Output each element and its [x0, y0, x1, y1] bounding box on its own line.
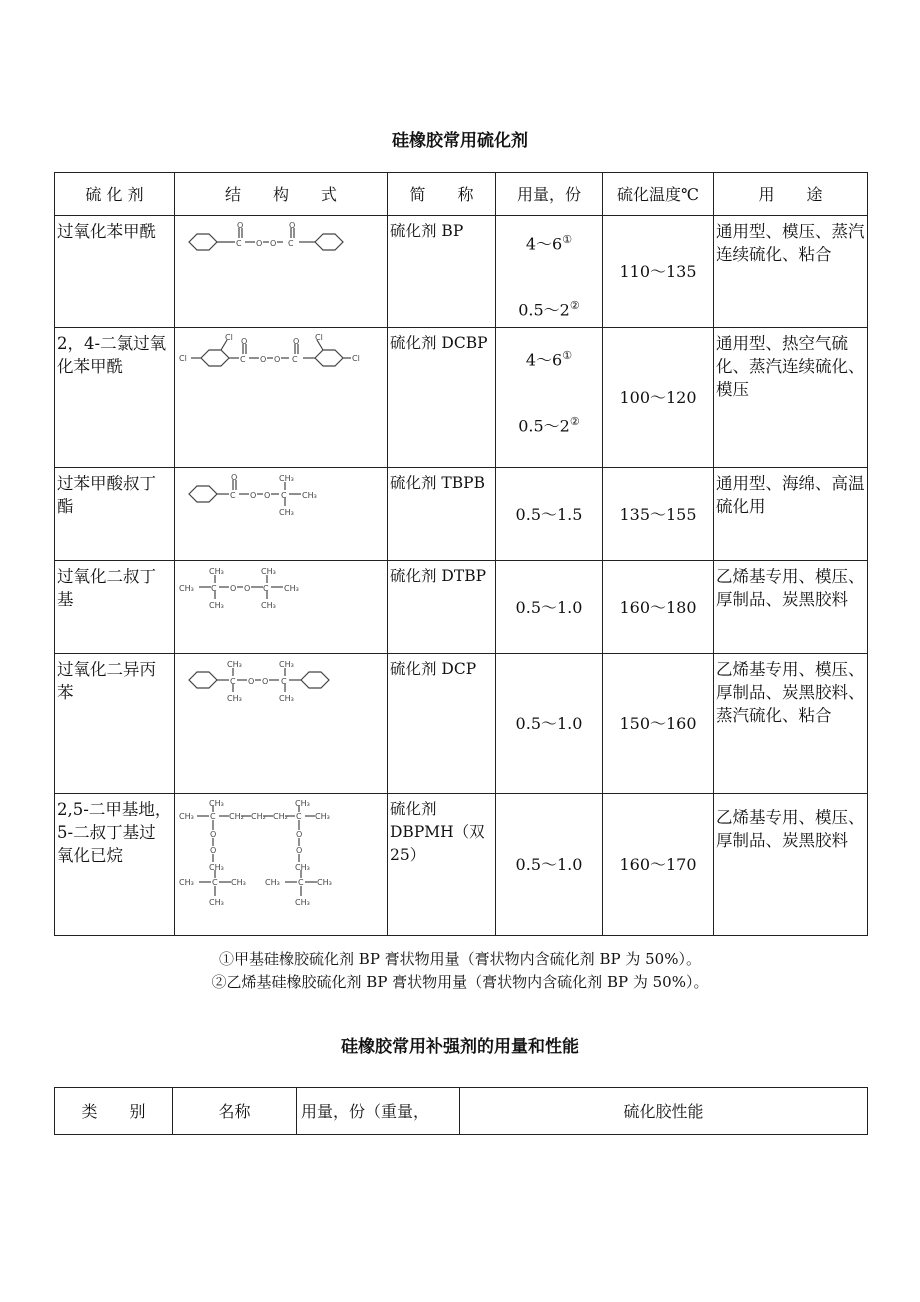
ch3-label: CH₃ — [209, 898, 224, 907]
svg-text:O: O — [262, 677, 269, 686]
dosage-cell: 0.5～1.0 — [496, 654, 603, 794]
svg-text:O: O — [293, 337, 300, 346]
cl-label: Cl — [352, 354, 360, 363]
agent-name: 2,5-二甲基地，5-二叔丁基过氧化已烷 — [55, 794, 175, 936]
header-structure: 结 构 式 — [175, 173, 388, 216]
dosage-cell — [496, 216, 603, 328]
footnote-2: ②乙烯基硅橡胶硫化剂 BP 膏状物用量（膏状物内含硫化剂 BP 为 50%）。 — [211, 973, 709, 991]
table-row — [55, 468, 868, 561]
agent-abbreviation: 硫化剂 DCBP — [388, 328, 496, 468]
cl-label: Cl — [315, 333, 323, 342]
ch3-label: CH₃ — [179, 812, 194, 821]
agent-abbreviation: 硫化剂 DTBP — [388, 561, 496, 654]
ch3-label: CH₃ — [179, 584, 194, 593]
usage-cell: 乙烯基专用、模压、厚制品、炭黑胶料 — [714, 794, 868, 936]
header-dosage: 用量，份 — [496, 173, 603, 216]
agent-name: 过氧化二异丙苯 — [55, 654, 175, 794]
ch3-label: CH₃ — [261, 601, 276, 610]
ch3-label: CH₃ — [295, 898, 310, 907]
agent-name: 过氧化二叔丁基 — [55, 561, 175, 654]
ch3-label: CH₃ — [284, 584, 299, 593]
structure-dcp — [175, 654, 388, 794]
header-category: 类 别 — [55, 1088, 173, 1135]
temperature-cell: 100～120 — [603, 328, 714, 468]
agent-abbreviation: 硫化剂 DCP — [388, 654, 496, 794]
svg-text:C: C — [230, 677, 236, 686]
ch2-label: CH₂ — [229, 812, 244, 821]
svg-text:O: O — [231, 473, 238, 482]
usage-cell: 通用型、模压、蒸汽连续硫化、粘合 — [714, 216, 868, 328]
ch3-label: CH₃ — [179, 878, 194, 887]
table-row — [55, 561, 868, 654]
footnotes — [0, 948, 920, 994]
dichlorobenzoyl-peroxide-structure-icon — [179, 332, 384, 374]
svg-text:C: C — [296, 812, 302, 821]
svg-text:O: O — [270, 239, 277, 248]
ch3-label: CH₃ — [261, 567, 276, 576]
dosage-value-2: 0.5～2 — [518, 299, 570, 319]
svg-text:C: C — [210, 812, 216, 821]
header-temperature: 硫化温度℃ — [603, 173, 714, 216]
temperature-cell: 150～160 — [603, 654, 714, 794]
svg-text:O: O — [296, 830, 303, 839]
usage-cell: 乙烯基专用、模压、厚制品、炭黑胶料 — [714, 561, 868, 654]
svg-text:C: C — [211, 584, 217, 593]
ch3-label: CH₃ — [265, 878, 280, 887]
table-row — [55, 654, 868, 794]
dosage-cell: 0.5～1.0 — [496, 794, 603, 936]
structure-dbpmh — [175, 794, 388, 936]
svg-text:O: O — [237, 221, 244, 230]
table-row — [55, 794, 868, 936]
usage-cell: 通用型、热空气硫化、蒸汽连续硫化、模压 — [714, 328, 868, 468]
ch3-label: CH₃ — [209, 799, 224, 808]
dosage-value-1: 4～6 — [525, 350, 563, 370]
svg-text:O: O — [264, 491, 271, 500]
structure-bp — [175, 216, 388, 328]
dosage-cell — [496, 328, 603, 468]
svg-text:O: O — [210, 830, 217, 839]
svg-text:O: O — [250, 491, 257, 500]
header-usage: 用 途 — [714, 173, 868, 216]
ch3-label: CH₃ — [279, 474, 294, 483]
svg-text:O: O — [260, 355, 267, 364]
svg-text:O: O — [256, 239, 263, 248]
ch3-label: CH₃ — [315, 812, 330, 821]
temperature-cell: 135～155 — [603, 468, 714, 561]
ch3-label: CH₃ — [227, 660, 242, 669]
ch3-label: CH₃ — [302, 491, 317, 500]
temperature-cell: 110～135 — [603, 216, 714, 328]
svg-text:O: O — [244, 584, 251, 593]
cl-label: Cl — [225, 333, 233, 342]
svg-text:O: O — [210, 846, 217, 855]
svg-text:O: O — [296, 846, 303, 855]
svg-text:O: O — [230, 584, 237, 593]
ch3-label: CH₃ — [317, 878, 332, 887]
svg-text:C: C — [230, 491, 236, 500]
agent-abbreviation: 硫化剂 TBPB — [388, 468, 496, 561]
table-row — [55, 216, 868, 328]
footnote-mark-2: ② — [569, 298, 580, 312]
agent-name: 2，4-二氯过氧化苯甲酰 — [55, 328, 175, 468]
curing-agents-table — [54, 172, 868, 936]
dosage-cell: 0.5～1.5 — [496, 468, 603, 561]
dosage-value-1: 4～6 — [525, 234, 563, 254]
header-abbreviation: 简 称 — [388, 173, 496, 216]
ch3-label: CH₃ — [279, 660, 294, 669]
footnote-mark-1: ① — [562, 349, 573, 363]
tert-butyl-perbenzoate-structure-icon — [179, 472, 384, 518]
cl-label: Cl — [179, 354, 187, 363]
svg-text:O: O — [248, 677, 255, 686]
usage-cell: 乙烯基专用、模压、厚制品、炭黑胶料、蒸汽硫化、粘合 — [714, 654, 868, 794]
ch2-label: CH₂ — [251, 812, 266, 821]
svg-text:C: C — [281, 491, 287, 500]
agent-abbreviation: 硫化剂 DBPMH（双 25） — [388, 794, 496, 936]
dosage-cell: 0.5～1.0 — [496, 561, 603, 654]
table-header-row — [55, 1088, 868, 1135]
svg-text:O: O — [289, 221, 296, 230]
header-dosage: 用量，份（重量， — [297, 1088, 460, 1135]
svg-text:O: O — [274, 355, 281, 364]
ch3-label: CH₃ — [227, 694, 242, 703]
footnote-mark-2: ② — [569, 414, 580, 428]
ch3-label: CH₃ — [279, 508, 294, 517]
structure-dtbp — [175, 561, 388, 654]
header-curing-agent: 硫 化 剂 — [55, 173, 175, 216]
page-title-reinforcing-agents: 硅橡胶常用补强剂的用量和性能 — [341, 1037, 579, 1057]
structure-tbpb — [175, 468, 388, 561]
agent-abbreviation: 硫化剂 BP — [388, 216, 496, 328]
temperature-cell: 160～170 — [603, 794, 714, 936]
reinforcing-agents-table — [54, 1087, 868, 1135]
svg-text:C: C — [292, 355, 298, 364]
temperature-cell: 160～180 — [603, 561, 714, 654]
page-title-curing-agents: 硅橡胶常用硫化剂 — [392, 131, 528, 151]
svg-text:O: O — [241, 337, 248, 346]
table-header-row — [55, 173, 868, 216]
ch3-label: CH₃ — [295, 863, 310, 872]
dosage-value-2: 0.5～2 — [518, 415, 570, 435]
svg-text:C: C — [212, 878, 218, 887]
ch2-label: CH₂ — [273, 812, 288, 821]
dicumyl-peroxide-structure-icon — [179, 658, 384, 704]
svg-text:C: C — [288, 239, 294, 248]
ch3-label: CH₃ — [231, 878, 246, 887]
header-properties: 硫化胶性能 — [460, 1088, 868, 1135]
svg-text:C: C — [236, 239, 242, 248]
benzoyl-peroxide-structure-icon — [179, 220, 384, 260]
header-name: 名称 — [173, 1088, 297, 1135]
ch3-label: CH₃ — [209, 601, 224, 610]
ch3-label: CH₃ — [209, 567, 224, 576]
svg-text:C: C — [298, 878, 304, 887]
footnote-mark-1: ① — [562, 233, 573, 247]
usage-cell: 通用型、海绵、高温硫化用 — [714, 468, 868, 561]
ch3-label: CH₃ — [295, 799, 310, 808]
svg-text:C: C — [281, 677, 287, 686]
ch3-label: CH₃ — [279, 694, 294, 703]
svg-text:C: C — [263, 584, 269, 593]
di-tert-butyl-peroxide-structure-icon — [179, 565, 384, 611]
structure-dcbp — [175, 328, 388, 468]
agent-name: 过苯甲酸叔丁酯 — [55, 468, 175, 561]
footnote-1: ①甲基硅橡胶硫化剂 BP 膏状物用量（膏状物内含硫化剂 BP 为 50%）。 — [219, 950, 701, 968]
svg-text:C: C — [240, 355, 246, 364]
agent-name: 过氧化苯甲酰 — [55, 216, 175, 328]
ch3-label: CH₃ — [209, 863, 224, 872]
table-row — [55, 328, 868, 468]
dbpmh-structure-icon — [179, 798, 384, 910]
